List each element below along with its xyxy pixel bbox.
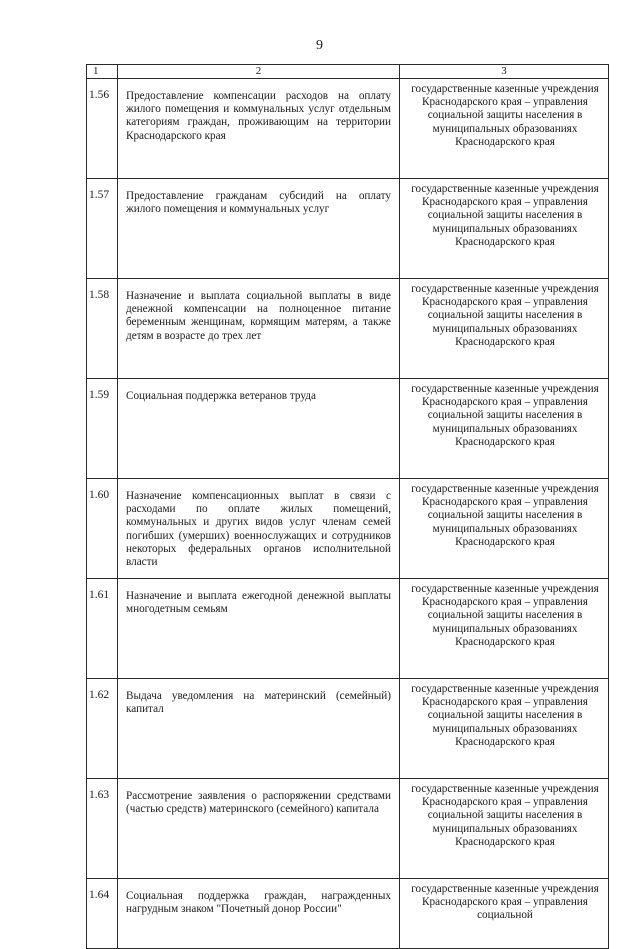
row-number: 1.59 (87, 379, 118, 479)
service-name: Назначение и выплата социальной выплаты в виде денежной компенсации на полноценное питание беременным женщинам, кормящим матерям, а также детям в возрасте до трех лет (118, 279, 400, 379)
row-number: 1.58 (87, 279, 118, 379)
responsible-organization: государственные казенные учреждения Краснодарского края – управления социальной защиты населения в муниципальных образованиях Краснодарского края (400, 679, 609, 779)
row-number: 1.62 (87, 679, 118, 779)
table-row (87, 479, 609, 579)
table-row (87, 679, 609, 779)
service-name: Предоставление гражданам субсидий на оплату жилого помещения и коммунальных услуг (118, 179, 400, 279)
row-number: 1.63 (87, 779, 118, 879)
service-name: Социальная поддержка граждан, награжденных нагрудным знаком "Почетный донор России" (118, 879, 400, 949)
responsible-organization: государственные казенные учреждения Краснодарского края – управления социальной защиты населения в муниципальных образованиях Краснодарского края (400, 579, 609, 679)
service-name: Предоставление компенсации расходов на оплату жилого помещения и коммунальных услуг отдельным категориям граждан, проживающим на территории Краснодарского края (118, 79, 400, 179)
row-number: 1.64 (87, 879, 118, 949)
responsible-organization: государственные казенные учреждения Краснодарского края – управления социальной защиты населения в муниципальных образованиях Краснодарского края (400, 279, 609, 379)
table-header-row (87, 65, 609, 79)
table-row (87, 79, 609, 179)
service-name: Назначение и выплата ежегодной денежной выплаты многодетным семьям (118, 579, 400, 679)
service-name: Социальная поддержка ветеранов труда (118, 379, 400, 479)
table-row (87, 879, 609, 949)
service-name: Выдача уведомления на материнский (семейный) капитал (118, 679, 400, 779)
table-row (87, 279, 609, 379)
service-name: Рассмотрение заявления о распоряжении средствами (частью средств) материнского (семейного) капитала (118, 779, 400, 879)
row-number: 1.61 (87, 579, 118, 679)
table-row (87, 779, 609, 879)
responsible-organization: государственные казенные учреждения Краснодарского края – управления социальной защиты населения в муниципальных образованиях Краснодарского края (400, 779, 609, 879)
service-name: Назначение компенсационных выплат в связи с расходами по оплате жилых помещений, коммунальных и других видов услуг членам семей погибших (умерших) военнослужащих и сотрудников некоторых федеральных органов исполнительной власти (118, 479, 400, 579)
row-number: 1.56 (87, 79, 118, 179)
responsible-organization: государственные казенные учреждения Краснодарского края – управления социальной (400, 879, 609, 949)
header-col-3: 3 (400, 65, 609, 79)
row-number: 1.60 (87, 479, 118, 579)
row-number: 1.57 (87, 179, 118, 279)
services-table (86, 64, 609, 949)
table-row (87, 579, 609, 679)
responsible-organization: государственные казенные учреждения Краснодарского края – управления социальной защиты населения в муниципальных образованиях Краснодарского края (400, 179, 609, 279)
responsible-organization: государственные казенные учреждения Краснодарского края – управления социальной защиты населения в муниципальных образованиях Краснодарского края (400, 379, 609, 479)
header-col-1: 1 (87, 65, 118, 79)
responsible-organization: государственные казенные учреждения Краснодарского края – управления социальной защиты населения в муниципальных образованиях Краснодарского края (400, 479, 609, 579)
table-row (87, 379, 609, 479)
page-number: 9 (316, 38, 323, 53)
responsible-organization: государственные казенные учреждения Краснодарского края – управления социальной защиты населения в муниципальных образованиях Краснодарского края (400, 79, 609, 179)
table-row (87, 179, 609, 279)
header-col-2: 2 (118, 65, 400, 79)
